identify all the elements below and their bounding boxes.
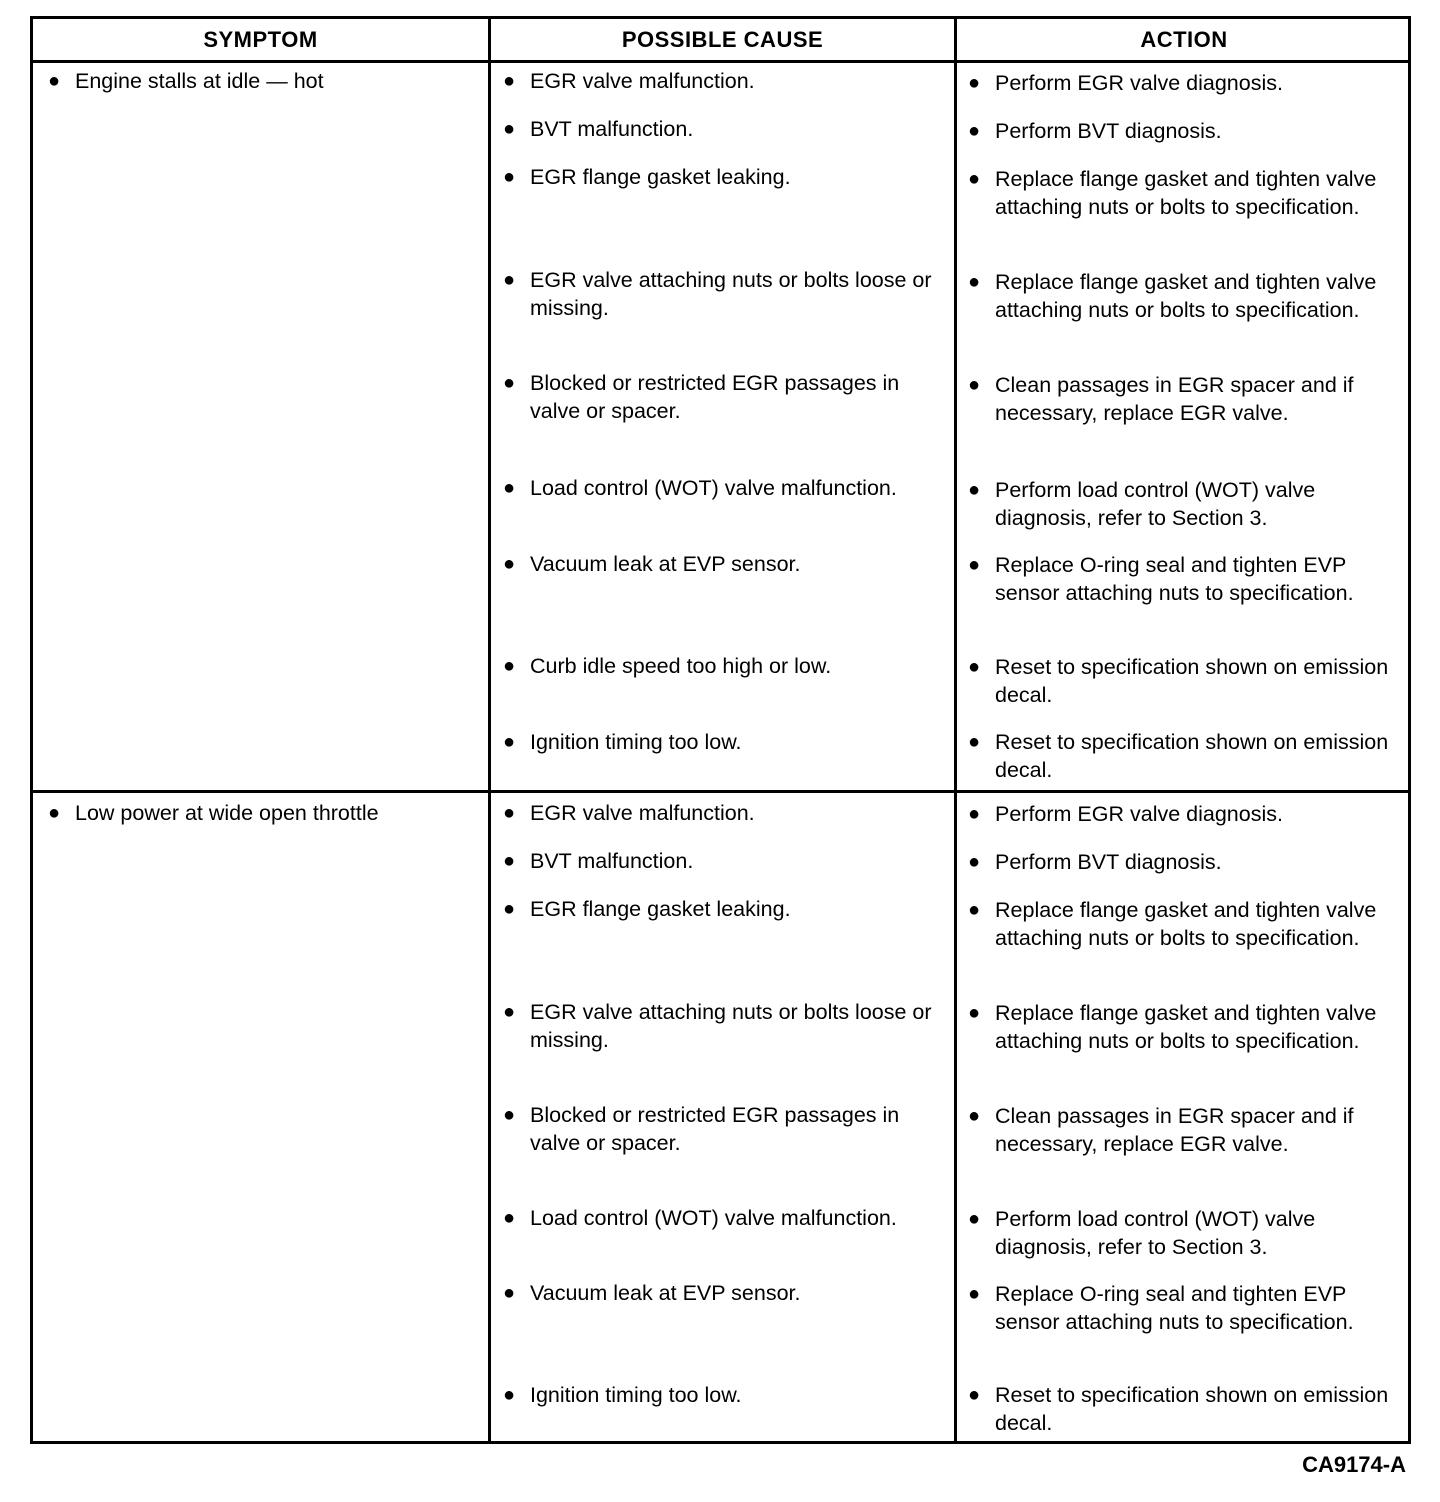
bullet-icon: ● bbox=[503, 731, 516, 753]
bullet-icon: ● bbox=[48, 70, 61, 92]
action-text: Perform load control (WOT) valve diagnosis, refer to Section 3. bbox=[995, 1207, 1316, 1259]
bullet-icon: ● bbox=[503, 1282, 516, 1304]
diagnosis-table bbox=[30, 16, 1411, 1444]
action-cell bbox=[968, 1382, 1408, 1437]
action-text: Clean passages in EGR spacer and if necessary, replace EGR valve. bbox=[995, 1104, 1354, 1156]
cause-cell bbox=[503, 800, 943, 828]
cause-cell bbox=[503, 1102, 943, 1157]
header-possible-cause: POSSIBLE CAUSE bbox=[621, 26, 824, 52]
cause-cell bbox=[503, 1382, 943, 1410]
cause-cell bbox=[503, 1280, 943, 1308]
bullet-icon: ● bbox=[503, 477, 516, 499]
action-cell bbox=[968, 1281, 1408, 1336]
action-text: Perform BVT diagnosis. bbox=[995, 119, 1222, 143]
header-symptom: SYMPTOM bbox=[203, 26, 318, 52]
bullet-icon: ● bbox=[968, 120, 981, 142]
action-cell bbox=[968, 897, 1408, 952]
symptom-cell bbox=[48, 800, 478, 828]
cause-text: EGR flange gasket leaking. bbox=[530, 165, 791, 189]
action-cell bbox=[968, 654, 1408, 709]
bullet-icon: ● bbox=[503, 850, 516, 872]
action-text: Reset to specification shown on emission decal. bbox=[995, 1383, 1389, 1435]
action-text: Replace flange gasket and tighten valve attaching nuts or bolts to specification. bbox=[995, 270, 1377, 322]
bullet-icon: ● bbox=[968, 1384, 981, 1406]
cause-cell bbox=[503, 729, 943, 757]
cause-cell bbox=[503, 164, 943, 192]
cause-text: Ignition timing too low. bbox=[530, 730, 742, 754]
action-text: Perform EGR valve diagnosis. bbox=[995, 802, 1283, 826]
bullet-icon: ● bbox=[503, 802, 516, 824]
cause-text: Blocked or restricted EGR passages in valve or spacer. bbox=[530, 1103, 900, 1155]
action-text: Replace O-ring seal and tighten EVP sensor attaching nuts to specification. bbox=[995, 553, 1354, 605]
cause-text: BVT malfunction. bbox=[530, 849, 694, 873]
cause-text: EGR valve malfunction. bbox=[530, 69, 755, 93]
cause-cell bbox=[503, 68, 943, 96]
cause-text: EGR valve attaching nuts or bolts loose or missing. bbox=[530, 1000, 932, 1052]
bullet-icon: ● bbox=[503, 372, 516, 394]
bullet-icon: ● bbox=[968, 168, 981, 190]
action-cell bbox=[968, 372, 1408, 427]
bullet-icon: ● bbox=[503, 118, 516, 140]
action-cell bbox=[968, 166, 1408, 221]
bullet-icon: ● bbox=[503, 166, 516, 188]
action-text: Reset to specification shown on emission decal. bbox=[995, 730, 1389, 782]
bullet-icon: ● bbox=[968, 72, 981, 94]
cause-text: Ignition timing too low. bbox=[530, 1383, 742, 1407]
column-divider bbox=[954, 19, 957, 1441]
bullet-icon: ● bbox=[503, 898, 516, 920]
action-text: Reset to specification shown on emission decal. bbox=[995, 655, 1389, 707]
symptom-text: Engine stalls at idle — hot bbox=[75, 69, 324, 93]
bullet-icon: ● bbox=[968, 479, 981, 501]
bullet-icon: ● bbox=[503, 1104, 516, 1126]
column-divider bbox=[488, 19, 491, 1441]
cause-cell bbox=[503, 267, 943, 322]
cause-text: EGR valve attaching nuts or bolts loose or missing. bbox=[530, 268, 932, 320]
cause-text: BVT malfunction. bbox=[530, 117, 694, 141]
action-cell bbox=[968, 1206, 1408, 1261]
action-text: Replace O-ring seal and tighten EVP sensor attaching nuts to specification. bbox=[995, 1282, 1354, 1334]
action-text: Replace flange gasket and tighten valve attaching nuts or bolts to specification. bbox=[995, 167, 1377, 219]
bullet-icon: ● bbox=[503, 553, 516, 575]
cause-text: Vacuum leak at EVP sensor. bbox=[530, 1281, 801, 1305]
symptom-cell bbox=[48, 68, 478, 96]
cause-cell bbox=[503, 551, 943, 579]
bullet-icon: ● bbox=[968, 899, 981, 921]
cause-text: Load control (WOT) valve malfunction. bbox=[530, 476, 897, 500]
group-divider bbox=[33, 790, 1408, 793]
cause-text: Load control (WOT) valve malfunction. bbox=[530, 1206, 897, 1230]
action-cell bbox=[968, 1103, 1408, 1158]
bullet-icon: ● bbox=[968, 1105, 981, 1127]
bullet-icon: ● bbox=[503, 655, 516, 677]
action-cell bbox=[968, 849, 1408, 877]
bullet-icon: ● bbox=[503, 70, 516, 92]
action-cell bbox=[968, 118, 1408, 146]
cause-cell bbox=[503, 116, 943, 144]
cause-cell bbox=[503, 848, 943, 876]
action-text: Replace flange gasket and tighten valve attaching nuts or bolts to specification. bbox=[995, 1001, 1377, 1053]
cause-text: EGR flange gasket leaking. bbox=[530, 897, 791, 921]
cause-cell bbox=[503, 653, 943, 681]
bullet-icon: ● bbox=[968, 554, 981, 576]
header-action: ACTION bbox=[1140, 26, 1228, 52]
bullet-icon: ● bbox=[503, 1001, 516, 1023]
action-text: Perform EGR valve diagnosis. bbox=[995, 71, 1283, 95]
action-cell bbox=[968, 269, 1408, 324]
cause-cell bbox=[503, 999, 943, 1054]
action-cell bbox=[968, 70, 1408, 98]
bullet-icon: ● bbox=[48, 802, 61, 824]
bullet-icon: ● bbox=[968, 1283, 981, 1305]
symptom-text: Low power at wide open throttle bbox=[75, 801, 379, 825]
action-cell bbox=[968, 552, 1408, 607]
bullet-icon: ● bbox=[968, 1002, 981, 1024]
cause-cell bbox=[503, 370, 943, 425]
action-cell bbox=[968, 729, 1408, 784]
action-text: Clean passages in EGR spacer and if necessary, replace EGR valve. bbox=[995, 373, 1354, 425]
cause-cell bbox=[503, 475, 943, 503]
bullet-icon: ● bbox=[968, 731, 981, 753]
action-text: Replace flange gasket and tighten valve attaching nuts or bolts to specification. bbox=[995, 898, 1377, 950]
cause-text: EGR valve malfunction. bbox=[530, 801, 755, 825]
action-cell bbox=[968, 801, 1408, 829]
table-header-row bbox=[33, 19, 1408, 63]
cause-text: Blocked or restricted EGR passages in valve or spacer. bbox=[530, 371, 900, 423]
bullet-icon: ● bbox=[968, 851, 981, 873]
cause-text: Curb idle speed too high or low. bbox=[530, 654, 832, 678]
bullet-icon: ● bbox=[503, 1384, 516, 1406]
bullet-icon: ● bbox=[968, 656, 981, 678]
figure-id: CA9174-A bbox=[1302, 1452, 1406, 1477]
bullet-icon: ● bbox=[968, 803, 981, 825]
action-text: Perform BVT diagnosis. bbox=[995, 850, 1222, 874]
bullet-icon: ● bbox=[968, 1208, 981, 1230]
action-cell bbox=[968, 1000, 1408, 1055]
bullet-icon: ● bbox=[968, 271, 981, 293]
bullet-icon: ● bbox=[503, 1207, 516, 1229]
action-text: Perform load control (WOT) valve diagnosis, refer to Section 3. bbox=[995, 478, 1316, 530]
bullet-icon: ● bbox=[503, 269, 516, 291]
cause-cell bbox=[503, 1205, 943, 1233]
bullet-icon: ● bbox=[968, 374, 981, 396]
cause-text: Vacuum leak at EVP sensor. bbox=[530, 552, 801, 576]
action-cell bbox=[968, 477, 1408, 532]
cause-cell bbox=[503, 896, 943, 924]
